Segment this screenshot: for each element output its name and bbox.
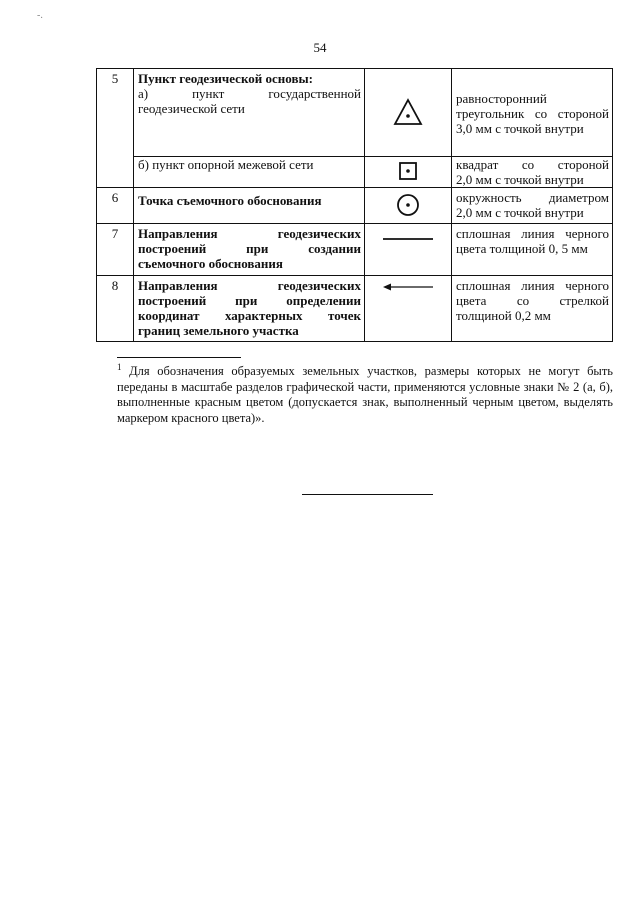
arrow-left-icon	[382, 282, 434, 292]
desc-line: сплошная линия черного	[456, 226, 609, 241]
table-row-5b	[97, 157, 613, 188]
solid-line-icon	[382, 236, 434, 242]
symbol-cell	[365, 157, 452, 188]
desc-line: 3,0 мм с точкой внутри	[456, 121, 584, 136]
row-description	[452, 157, 613, 188]
footnote-divider	[117, 357, 241, 358]
table-row-8	[97, 276, 613, 342]
circle-dot-icon	[396, 193, 420, 217]
square-dot-icon	[398, 161, 418, 181]
row-description	[452, 69, 613, 157]
row-title-line: построений при определении	[138, 293, 361, 308]
symbol-cell	[365, 276, 452, 342]
row-sub-a-line: геодезической сети	[138, 101, 245, 116]
footnote	[117, 360, 613, 426]
row-description	[452, 188, 613, 224]
row-sub-a-line: а) пункт государственной	[138, 86, 361, 101]
desc-line: квадрат со стороной	[456, 157, 609, 172]
row-name	[134, 276, 365, 342]
symbol-cell	[365, 224, 452, 276]
row-number: 8	[97, 276, 134, 342]
desc-line: равносторонний	[456, 91, 547, 106]
row-number: 6	[97, 188, 134, 224]
row-name	[134, 157, 365, 188]
desc-line: цвета со стрелкой	[456, 293, 609, 308]
row-title-line: построений при создании	[138, 241, 361, 256]
symbol-cell	[365, 188, 452, 224]
row-name	[134, 69, 365, 157]
row-name	[134, 224, 365, 276]
row-description	[452, 276, 613, 342]
triangle-dot-icon	[393, 98, 423, 126]
desc-line: толщиной 0,2 мм	[456, 308, 551, 323]
row-sub-b: б) пункт опорной межевой сети	[138, 157, 314, 172]
table-row-6	[97, 188, 613, 224]
page-number: 54	[313, 40, 327, 55]
row-name	[134, 188, 365, 224]
footnote-text: Для обозначения образуемых земельных участков, размеры которых не могут быть переданы в масштабе разделов графической части, применяются условные знаки № 2 (а, б), выполненные красным цветом (допускается знак, выполненный черным цветом, выделять маркером красного цвета)».	[117, 364, 613, 425]
row-title: Точка съемочного обоснования	[138, 193, 322, 208]
table-row-5a	[97, 69, 613, 157]
footnote-marker: 1	[117, 362, 122, 372]
symbol-cell	[365, 69, 452, 157]
desc-line: 2,0 мм с точкой внутри	[456, 172, 584, 187]
row-title: Пункт геодезической основы:	[138, 71, 313, 86]
desc-line: сплошная линия черного	[456, 278, 609, 293]
row-title-line: съемочного обоснования	[138, 256, 283, 271]
row-description	[452, 224, 613, 276]
row-title-line: координат характерных точек	[138, 308, 361, 323]
row-number: 5	[97, 69, 134, 188]
row-title-line: Направления геодезических	[138, 226, 361, 241]
desc-line: треугольник со стороной	[456, 106, 609, 121]
row-number: 7	[97, 224, 134, 276]
row-title-line: Направления геодезических	[138, 278, 361, 293]
end-divider	[302, 494, 433, 495]
desc-line: окружность диаметром	[456, 190, 609, 205]
desc-line: цвета толщиной 0, 5 мм	[456, 241, 588, 256]
row-title-line: границ земельного участка	[138, 323, 299, 338]
corner-mark: -.	[37, 10, 43, 21]
symbols-table	[96, 68, 613, 342]
desc-line: 2,0 мм с точкой внутри	[456, 205, 584, 220]
table-row-7	[97, 224, 613, 276]
